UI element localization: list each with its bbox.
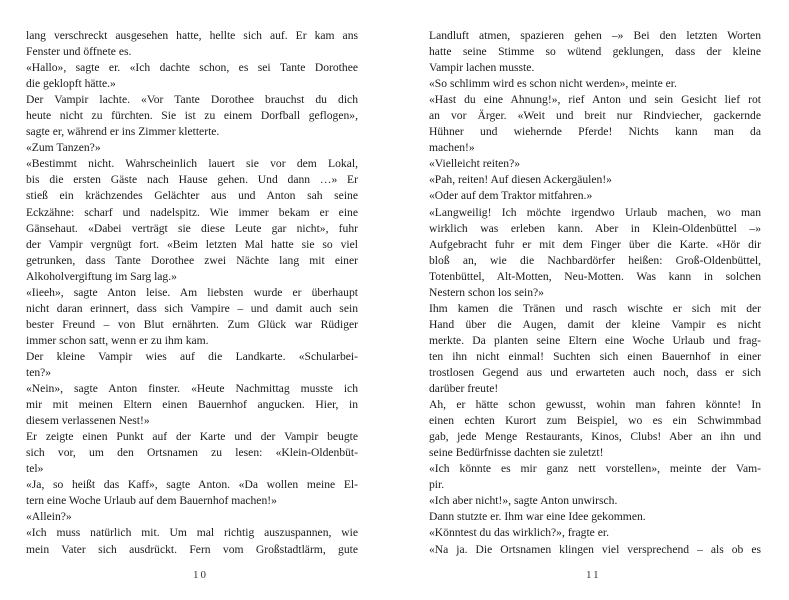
text-line: darüber freute!: [429, 382, 499, 396]
text-line: sich vor, um den Ortsnamen zu lesen: «Klein-Oldenbüt-: [26, 446, 358, 460]
text-line: nicht daran erinnert, dass sich Vampire – und damit auch sein: [26, 301, 358, 315]
text-line: Vampir lachen musste.: [429, 61, 535, 75]
text-line: trostlosen Gegend aus und erwarteten auch noch, dass er sich: [429, 365, 761, 379]
text-line: gab, jede Menge Restaurants, Kinos, Clubs! Aber an ihn und: [429, 430, 761, 444]
text-line: die geklopft hätte.»: [26, 77, 116, 91]
text-line: «Ich könnte es mir ganz nett vorstellen», meinte der Vam-: [429, 462, 761, 476]
text-line: Aufgebracht fuhr er mit dem Finger über die Karte. «Hör dir: [429, 237, 761, 251]
text-line: «Allein?»: [26, 510, 72, 524]
text-line: an vor Ärger. «Weit und breit nur Rindviecher, gackernde: [429, 109, 761, 123]
text-line: lang verschreckt ausgesehen hatte, hellte sich auf. Er kam ans: [26, 29, 358, 42]
text-line: diesem verlassenen Nest!»: [26, 414, 150, 428]
text-line: mir mit meinen Eltern einen Bauernhof angucken. Hier, in: [26, 398, 358, 412]
text-line: «Langweilig! Ich möchte irgendwo Urlaub machen, wo man: [429, 205, 761, 219]
text-line: «So schlimm wird es schon nicht werden», meinte er.: [429, 77, 677, 91]
text-line: Dann stutzte er. Ihm war eine Idee gekommen.: [429, 510, 646, 524]
text-line: Hühner und wiehernde Pferde! Nichts kann man da: [429, 125, 761, 139]
text-line: tel»: [26, 462, 44, 476]
text-line: «Vielleicht reiten?»: [429, 157, 521, 171]
text-line: hatte seine Stimme so wütend geklungen, dass der kleine: [429, 45, 761, 59]
text-line: pir.: [429, 478, 445, 492]
text-line: «Ich muss natürlich mit. Um mal richtig auszuspannen, wie: [26, 526, 358, 540]
text-line: «Ja, so heißt das Kaff», sagte Anton. «Da wollen meine El-: [26, 478, 358, 492]
text-line: «Ich aber nicht!», sagte Anton unwirsch.: [429, 494, 618, 508]
text-line: Totenbüttel, Alt-Motten, Neu-Motten. Was kann in solchen: [429, 269, 761, 283]
text-line: Landluft atmen, spazieren gehen –» Bei den letzten Worten: [429, 29, 761, 42]
text-line: Er zeigte einen Punkt auf der Karte und der Vampir beugte: [26, 430, 358, 444]
text-line: Alkoholvergiftung im Sarg lag.»: [26, 269, 177, 283]
text-line: Der kleine Vampir wies auf die Landkarte. «Schularbei-: [26, 349, 358, 363]
text-line: «Zum Tanzen?»: [26, 141, 101, 155]
text-line: «Hast du eine Ahnung!», rief Anton und sein Gesicht lief rot: [429, 93, 761, 107]
text-line: der Vampir vergnügt fort. «Beim letzten Mal hatte sie so viel: [26, 237, 358, 251]
text-line: «Könntest du das wirklich?», fragte er.: [429, 526, 609, 540]
text-line: Fenster und öffnete es.: [26, 45, 132, 59]
text-line: «Iieeh», sagte Anton leise. Am liebsten wurde er überhaupt: [26, 285, 358, 299]
text-line: «Na ja. Die Ortsnamen klingen viel versprechend – als ob es: [429, 542, 761, 556]
text-line: ten?»: [26, 365, 52, 379]
text-line: ten ihn nicht einmal! Suchten sich einen Bauernhof in einer: [429, 349, 761, 363]
text-line: heute nicht zu fürchten. Sie ist zu einem Dorfball geflogen»,: [26, 109, 358, 123]
text-line: Gänsehaut. «Dabei verträgt sie diese Leute gar nicht», fuhr: [26, 221, 358, 235]
text-line: mein Vater sich ausdrückt. Fern vom Großstadtlärm, gute: [26, 542, 358, 556]
text-line: bis die ersten Gäste nach Hause gehen. Und dann …» Er: [26, 173, 358, 187]
left-page-number: 10: [193, 569, 208, 581]
text-line: Hand über die Augen, damit der kleine Vampir es nicht: [429, 317, 761, 331]
text-line: sagte er, während er ins Zimmer kletterte.: [26, 125, 220, 139]
text-line: Ah, er hätte schon gewusst, wohin man fahren könnte! In: [429, 398, 761, 412]
text-line: machen!»: [429, 141, 475, 155]
text-line: getrunken, dass Tante Dorothee zwei Nächte lang mit einer: [26, 253, 358, 267]
left-page: [26, 28, 358, 558]
right-page-number: 11: [586, 569, 601, 581]
text-line: bester Freund – von Blut ernährten. Zum Glück war Rüdiger: [26, 317, 358, 331]
text-line: einen echten Kurort zum Beispiel, wo es ein Schwimmbad: [429, 414, 761, 428]
text-line: Eckzähne: scharf und nadelspitz. Wie immer bekam er eine: [26, 205, 358, 219]
text-line: stieß ein krächzendes Gelächter aus und Anton sah seine: [26, 189, 358, 203]
text-line: tern eine Woche Urlaub auf dem Bauernhof machen!»: [26, 494, 277, 508]
text-line: bloß an, wie die Nachbardörfer heißen: Groß-Oldenbüttel,: [429, 253, 761, 267]
text-line: «Bestimmt nicht. Wahrscheinlich lauert sie vor dem Lokal,: [26, 157, 358, 171]
text-line: wirklich was erleben kann. Aber in Klein-Oldenbüttel –»: [429, 221, 761, 235]
text-line: seine Bedürfnisse dachten sie zuletzt!: [429, 446, 604, 460]
right-page: [429, 28, 761, 558]
text-line: «Oder auf dem Traktor mitfahren.»: [429, 189, 593, 203]
text-line: «Pah, reiten! Auf diesen Ackergäulen!»: [429, 173, 612, 187]
text-line: «Hallo», sagte er. «Ich dachte schon, es sei Tante Dorothee: [26, 61, 358, 75]
text-line: merkte. Da planten seine Eltern eine Woche Urlaub und frag-: [429, 333, 761, 347]
text-line: «Nein», sagte Anton finster. «Heute Nachmittag musste ich: [26, 382, 358, 396]
text-line: Nestern schon los sein?»: [429, 285, 544, 299]
text-line: Ihm kamen die Tränen und rasch wischte er sich mit der: [429, 301, 761, 315]
text-line: immer schon satt, wenn er zu ihm kam.: [26, 333, 209, 347]
text-line: Der Vampir lachte. «Vor Tante Dorothee brauchst du dich: [26, 93, 358, 107]
